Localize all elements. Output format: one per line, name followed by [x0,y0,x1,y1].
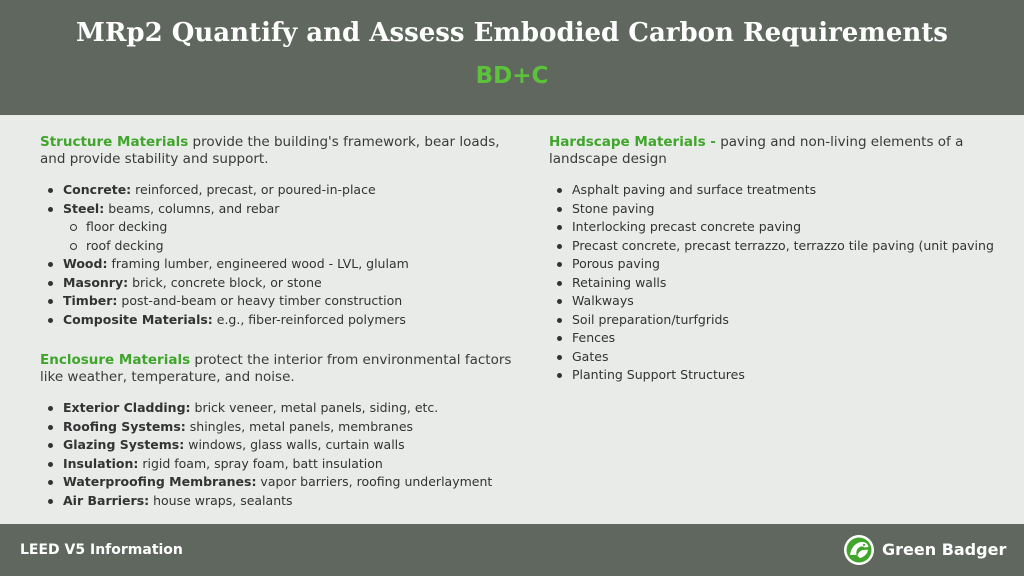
item-text: reinforced, precast, or poured-in-place [131,182,376,197]
item-term: Wood: [63,256,108,271]
item-text: roof decking [86,237,164,253]
item-text: post-and-beam or heavy timber construction [117,293,403,308]
enclosure-list [40,399,515,510]
enclosure-heading: Enclosure Materials [40,352,191,368]
structure-intro-text: provide the building's framework, bear loads, and provide stability and support. [40,134,500,167]
item-text: brick, concrete block, or stone [128,274,322,290]
footer-label: LEED V5 Information [20,542,183,558]
list-item: Stone paving [549,200,989,219]
list-item [40,311,515,330]
list-item: Interlocking precast concrete paving [549,218,989,237]
structure-intro [40,134,515,168]
hardscape-heading: Hardscape Materials - [549,134,716,150]
item-text: framing lumber, engineered wood - LVL, glulam [107,256,409,271]
badger-logo-icon [844,535,874,565]
item-text: shingles, metal panels, membranes [185,418,414,434]
list-item: Soil preparation/turfgrids [549,311,989,330]
list-item [40,492,515,511]
item-text: brick veneer, metal panels, siding, etc. [190,400,439,415]
hardscape-intro [549,134,989,168]
item-term: Timber: [63,293,118,308]
left-column [40,134,515,510]
item-term: Roofing Systems: [63,418,186,434]
list-item: Walkways [549,292,989,311]
sub-list-item [40,237,515,256]
list-item [40,455,515,474]
structure-list [40,181,515,329]
hardscape-intro-text: paving and non-living elements of a landscape design [549,134,964,167]
structure-section [40,134,515,329]
enclosure-intro [40,352,515,386]
item-term: Insulation: [63,455,139,471]
list-item: Porous paving [549,255,989,274]
enclosure-section [40,352,515,510]
item-term: Waterproofing Membranes: [63,474,257,489]
item-term: Concrete: [63,182,132,197]
list-item [40,399,515,418]
structure-heading: Structure Materials [40,134,189,150]
page-title: MRp2 Quantify and Assess Embodied Carbon Requirements [76,18,948,48]
list-item [40,274,515,293]
item-term: Exterior Cladding: [63,400,191,415]
brand-name: Green Badger [882,540,1007,559]
list-item [40,181,515,200]
item-term: Glazing Systems: [63,437,185,452]
list-item [40,255,515,274]
list-item [40,473,515,492]
list-item: Gates [549,348,989,367]
item-term: Steel: [63,200,105,216]
list-item [40,200,515,219]
page-subtitle: BD+C [475,63,549,89]
item-term: Air Barriers: [63,492,150,508]
list-item: Fences [549,329,989,348]
list-item [40,292,515,311]
sub-list-item [40,218,515,237]
hardscape-list [549,181,994,385]
item-term: Masonry: [63,274,129,290]
item-text: beams, columns, and rebar [104,200,280,216]
item-text: e.g., fiber-reinforced polymers [212,311,406,327]
list-item: Asphalt paving and surface treatments [549,181,989,200]
header-banner [0,0,1024,115]
list-item [40,418,515,437]
item-text: vapor barriers, roofing underlayment [256,474,493,489]
enclosure-intro-text: protect the interior from environmental factors like weather, temperature, and noise. [40,352,512,385]
list-item [40,436,515,455]
right-column [549,134,994,385]
list-item: Retaining walls [549,274,989,293]
item-text: floor decking [86,219,168,234]
hardscape-section [549,134,994,385]
item-text: windows, glass walls, curtain walls [184,437,405,452]
item-text: house wraps, sealants [149,492,293,508]
item-term: Composite Materials: [63,311,213,327]
badger-logo-svg [844,535,874,565]
list-item: Precast concrete, precast terrazzo, terrazzo tile paving (unit paving [549,237,989,256]
item-text: rigid foam, spray foam, batt insulation [138,455,383,471]
list-item: Planting Support Structures [549,366,989,385]
